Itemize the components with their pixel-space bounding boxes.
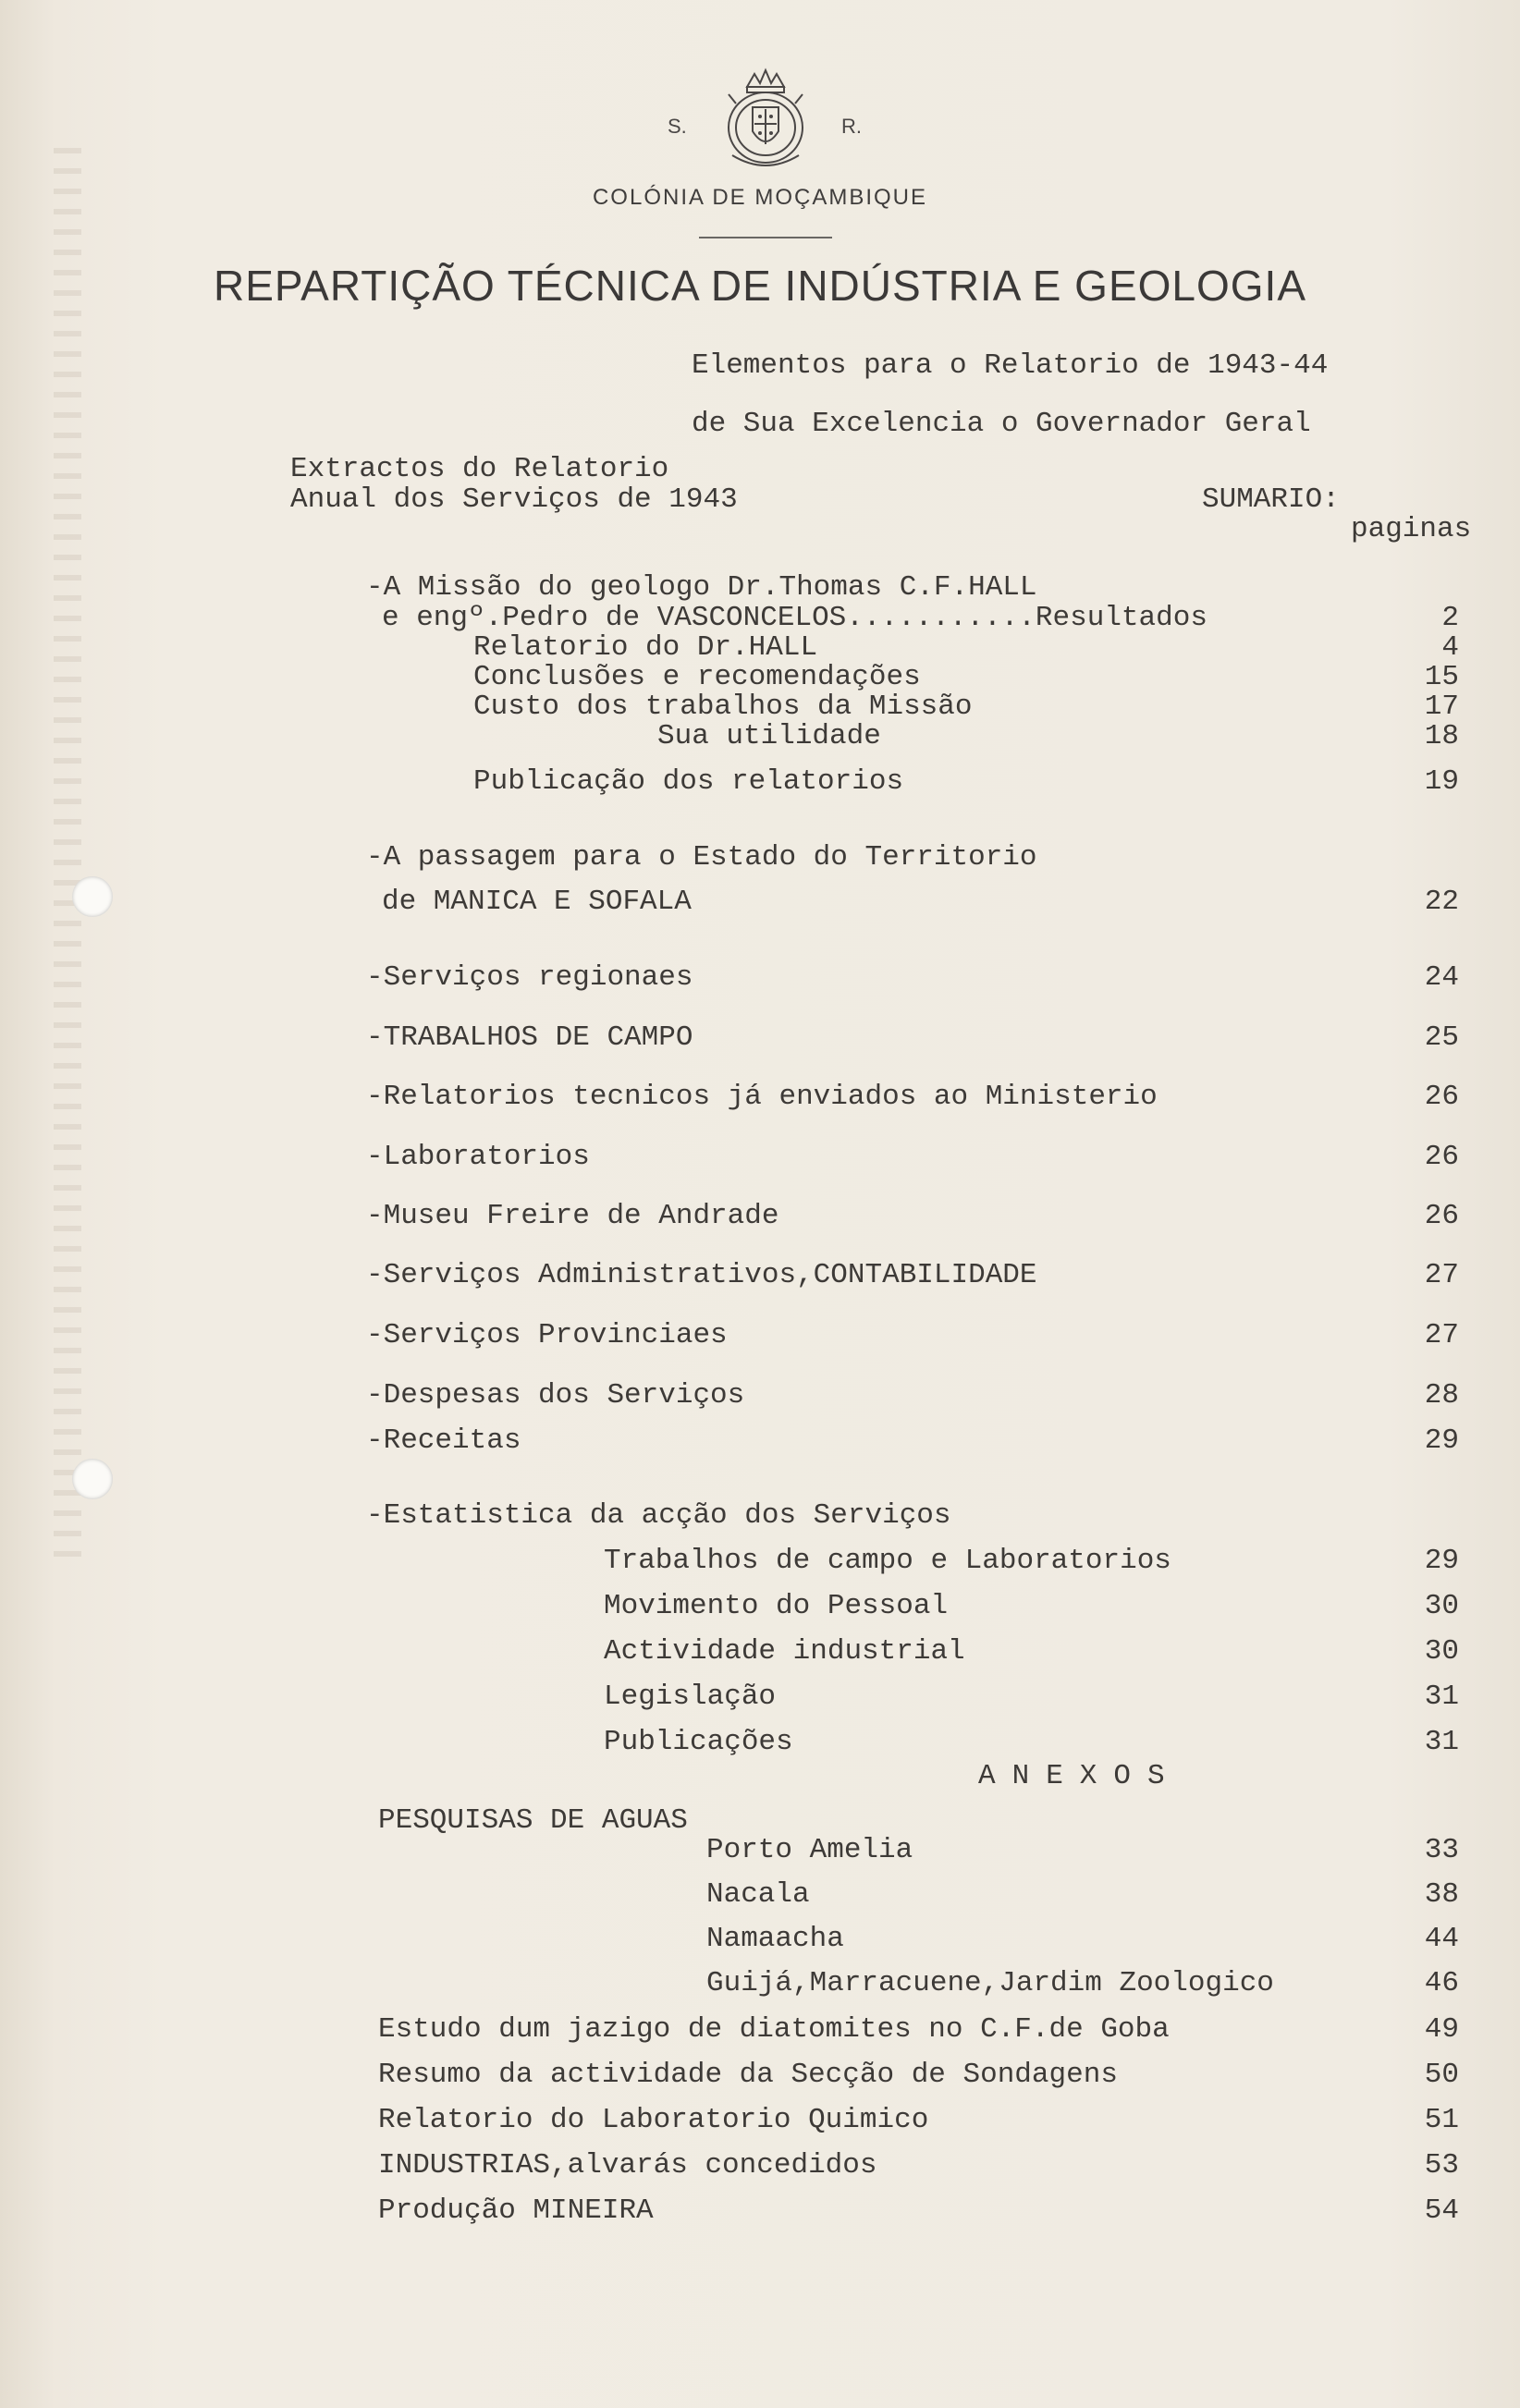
toc-entry-text: -Serviços Administrativos,CONTABILIDADE: [366, 1259, 1037, 1291]
toc-entry-text: Trabalhos de campo e Laboratorios: [604, 1545, 1171, 1577]
toc-entry-page: 17: [1424, 691, 1459, 723]
coat-of-arms-icon: [719, 67, 812, 177]
toc-entry-text: -Serviços Provinciaes: [366, 1319, 728, 1351]
anexo-entry-page: 51: [1424, 2104, 1459, 2136]
toc-entry-text: -Despesas dos Serviços: [366, 1379, 745, 1412]
toc-entry-page: 28: [1424, 1379, 1459, 1412]
toc-entry-text: -Receitas: [366, 1424, 521, 1457]
toc-entry-page: 27: [1424, 1319, 1459, 1351]
toc-entry-page: 15: [1424, 661, 1459, 693]
toc-entry-page: 31: [1424, 1681, 1459, 1713]
anexo-entry-page: 38: [1424, 1878, 1459, 1911]
intro-line-2: de Sua Excelencia o Governador Geral: [692, 408, 1311, 440]
colony-title: COLÓNIA DE MOÇAMBIQUE: [592, 185, 928, 210]
toc-entry-text: Sua utilidade: [657, 720, 881, 752]
r-letter: R.: [841, 115, 862, 138]
anexo-entry-text: Guijá,Marracuene,Jardim Zoologico: [706, 1967, 1274, 1999]
punch-hole-lower: [72, 1459, 113, 1499]
toc-entry-page: 18: [1424, 720, 1459, 752]
toc-entry-page: 22: [1424, 886, 1459, 918]
department-title: REPARTIÇÃO TÉCNICA DE INDÚSTRIA E GEOLOGIA: [213, 262, 1307, 310]
toc-entry-text: de MANICA E SOFALA: [382, 886, 692, 918]
toc-entry-page: 31: [1424, 1726, 1459, 1758]
toc-entry-page: 26: [1424, 1141, 1459, 1173]
anexo-entry-page: 44: [1424, 1923, 1459, 1955]
toc-entry-text: Custo dos trabalhos da Missão: [473, 691, 973, 723]
sumario-label: SUMARIO:: [1202, 483, 1340, 516]
toc-entry-page: 27: [1424, 1259, 1459, 1291]
anexo-entry-text: Relatorio do Laboratorio Quimico: [378, 2104, 929, 2136]
intro-line-1: Elementos para o Relatorio de 1943-44: [692, 349, 1329, 382]
anexos-heading: ANEXOS: [978, 1760, 1182, 1792]
toc-entry-text: -Museu Freire de Andrade: [366, 1200, 779, 1232]
toc-entry-text: Legislação: [604, 1681, 777, 1713]
anexo-entry-page: 53: [1424, 2149, 1459, 2182]
toc-entry-page: 29: [1424, 1424, 1459, 1457]
letterhead-crest-row: [0, 67, 1520, 177]
toc-entry-text: -Serviços regionaes: [366, 961, 693, 994]
toc-entry-text: -TRABALHOS DE CAMPO: [366, 1021, 693, 1054]
toc-entry-text: -Laboratorios: [366, 1141, 590, 1173]
title-divider: [699, 237, 832, 238]
toc-entry-page: 2: [1441, 602, 1459, 634]
anexo-entry-text: Resumo da actividade da Secção de Sondagens: [378, 2059, 1118, 2091]
toc-entry-page: 19: [1424, 765, 1459, 798]
anexo-entry-text: Produção MINEIRA: [378, 2194, 654, 2227]
extract-line-2: Anual dos Serviços de 1943: [290, 483, 738, 516]
toc-entry-page: 30: [1424, 1635, 1459, 1668]
paginas-label: paginas: [1351, 513, 1472, 545]
toc-entry-page: 24: [1424, 961, 1459, 994]
anexo-entry-text: Namaacha: [706, 1923, 844, 1955]
toc-entry-text: Relatorio do Dr.HALL: [473, 631, 818, 664]
anexo-entry-page: 49: [1424, 2013, 1459, 2046]
toc-entry-text: -Relatorios tecnicos já enviados ao Ministerio: [366, 1081, 1158, 1113]
toc-entry-page: 4: [1441, 631, 1459, 664]
anexo-entry-text: INDUSTRIAS,alvarás concedidos: [378, 2149, 877, 2182]
extract-line-1: Extractos do Relatorio: [290, 453, 669, 485]
toc-entry-text: -A passagem para o Estado do Territorio: [366, 841, 1037, 874]
toc-entry-page: 25: [1424, 1021, 1459, 1054]
toc-entry-text: Publicação dos relatorios: [473, 765, 904, 798]
anexo-entry-page: 54: [1424, 2194, 1459, 2227]
binding-edge: [54, 148, 81, 1571]
toc-entry-text: Conclusões e recomendações: [473, 661, 921, 693]
toc-entry-page: 30: [1424, 1590, 1459, 1622]
punch-hole-upper: [72, 876, 113, 917]
anexo-entry-page: 50: [1424, 2059, 1459, 2091]
anexo-entry-text: Nacala: [706, 1878, 810, 1911]
anexo-entry-page: 46: [1424, 1967, 1459, 1999]
anexo-entry-text: Porto Amelia: [706, 1834, 913, 1866]
anexo-entry-text: Estudo dum jazigo de diatomites no C.F.de Goba: [378, 2013, 1170, 2046]
toc-entry-text: Publicações: [604, 1726, 793, 1758]
s-letter: S.: [668, 115, 687, 138]
toc-entry-page: 29: [1424, 1545, 1459, 1577]
toc-entry-text: Actividade industrial: [604, 1635, 965, 1668]
anexo-entry-page: 33: [1424, 1834, 1459, 1866]
toc-entry-text: -Estatistica da acção dos Serviços: [366, 1499, 951, 1532]
toc-entry-text: e engº.Pedro de VASCONCELOS...........Resultados: [382, 602, 1207, 634]
toc-entry-text: Movimento do Pessoal: [604, 1590, 949, 1622]
toc-entry-text: -A Missão do geologo Dr.Thomas C.F.HALL: [366, 571, 1037, 604]
toc-entry-page: 26: [1424, 1081, 1459, 1113]
anexo-entry-text: PESQUISAS DE AGUAS: [378, 1804, 688, 1837]
toc-entry-page: 26: [1424, 1200, 1459, 1232]
